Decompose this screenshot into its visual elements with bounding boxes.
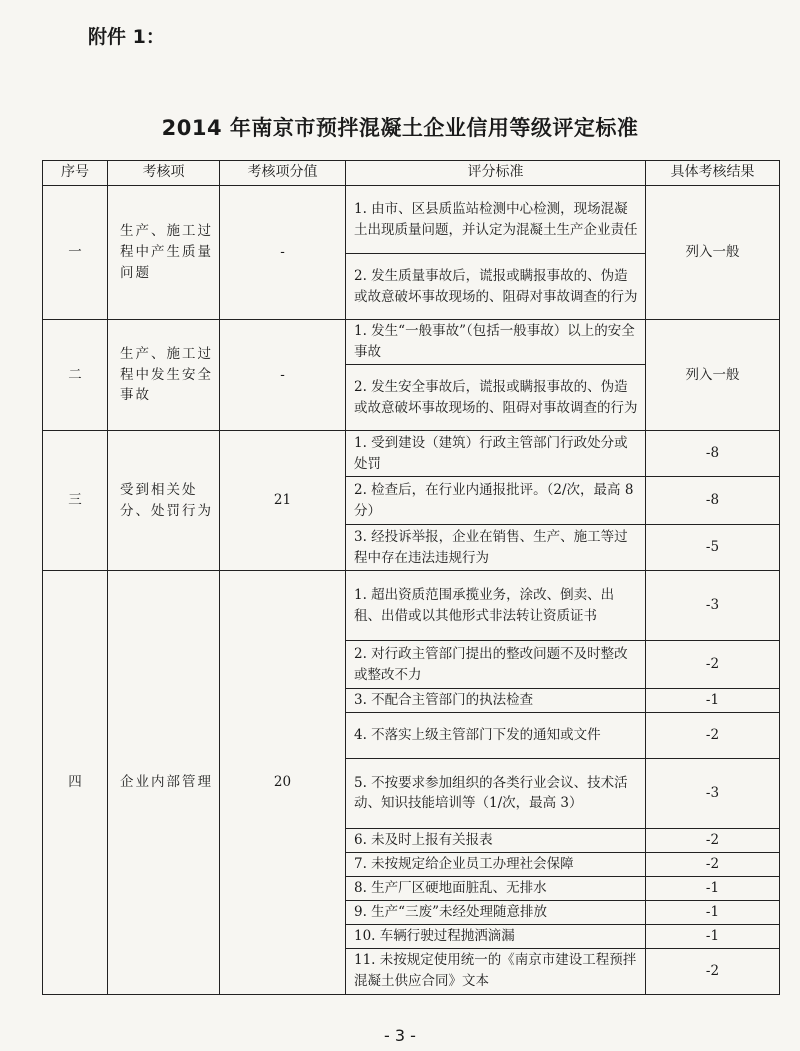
result-cell: -2 [646,948,780,994]
section-item: 企业内部管理 [108,571,220,995]
table-row [43,431,780,477]
header-criteria: 评分标准 [346,161,646,186]
header-item: 考核项 [108,161,220,186]
criteria-cell: 2. 检查后，在行业内通报批评。（2/次，最高 8 分） [346,477,646,525]
criteria-cell: 3. 不配合主管部门的执法检查 [346,689,646,713]
result-cell: -1 [646,876,780,900]
rating-table [42,160,780,995]
criteria-cell: 10. 车辆行驶过程抛洒滴漏 [346,924,646,948]
criteria-cell: 2. 对行政主管部门提出的整改问题不及时整改或整改不力 [346,641,646,689]
table-row [43,186,780,254]
criteria-cell: 6. 未及时上报有关报表 [346,828,646,852]
section-item: 生产、施工过程中产生质量问题 [108,186,220,320]
section-score: - [220,320,346,431]
section-item: 生产、施工过程中发生安全事故 [108,320,220,431]
criteria-cell: 1. 超出资质范围承揽业务，涂改、倒卖、出租、出借或以其他形式非法转让资质证书 [346,571,646,641]
table-row [43,320,780,365]
result-cell: -2 [646,852,780,876]
page-number: - 3 - [384,1026,416,1045]
criteria-cell: 3. 经投诉举报，企业在销售、生产、施工等过程中存在违法违规行为 [346,525,646,571]
section-seq: 一 [43,186,108,320]
section-score: 20 [220,571,346,995]
section-result: 列入一般 [646,320,780,431]
section-result: 列入一般 [646,186,780,320]
header-seq: 序号 [43,161,108,186]
table-header-row [43,161,780,186]
section-seq: 四 [43,571,108,995]
result-cell: -1 [646,689,780,713]
criteria-cell: 7. 未按规定给企业员工办理社会保障 [346,852,646,876]
criteria-cell: 2. 发生安全事故后，谎报或瞒报事故的、伪造或故意破坏事故现场的、阻碍对事故调查的行为 [346,365,646,431]
criteria-cell: 2. 发生质量事故后，谎报或瞒报事故的、伪造或故意破坏事故现场的、阻碍对事故调查的行为 [346,254,646,320]
result-cell: -5 [646,525,780,571]
result-cell: -2 [646,712,780,758]
criteria-cell: 1. 由市、区县质监站检测中心检测，现场混凝土出现质量问题，并认定为混凝土生产企业责任 [346,186,646,254]
header-result: 具体考核结果 [646,161,780,186]
result-cell: -3 [646,758,780,828]
section-score: - [220,186,346,320]
section-score: 21 [220,431,346,571]
result-cell: -8 [646,477,780,525]
table-row [43,571,780,641]
result-cell: -8 [646,431,780,477]
criteria-cell: 1. 发生“一般事故”（包括一般事故）以上的安全事故 [346,320,646,365]
result-cell: -1 [646,924,780,948]
attachment-label: 附件 1： [88,26,165,48]
criteria-cell: 5. 不按要求参加组织的各类行业会议、技术活动、知识技能培训等（1/次，最高 3） [346,758,646,828]
criteria-cell: 4. 不落实上级主管部门下发的通知或文件 [346,712,646,758]
section-item: 受到相关处分、处罚行为 [108,431,220,571]
criteria-cell: 9. 生产“三废”未经处理随意排放 [346,900,646,924]
result-cell: -3 [646,571,780,641]
section-seq: 二 [43,320,108,431]
result-cell: -2 [646,641,780,689]
result-cell: -2 [646,828,780,852]
criteria-cell: 1. 受到建设（建筑）行政主管部门行政处分或处罚 [346,431,646,477]
document-title: 2014 年南京市预拌混凝土企业信用等级评定标准 [161,116,639,140]
criteria-cell: 8. 生产厂区硬地面脏乱、无排水 [346,876,646,900]
criteria-cell: 11. 未按规定使用统一的《南京市建设工程预拌混凝土供应合同》文本 [346,948,646,994]
section-seq: 三 [43,431,108,571]
header-score: 考核项分值 [220,161,346,186]
result-cell: -1 [646,900,780,924]
